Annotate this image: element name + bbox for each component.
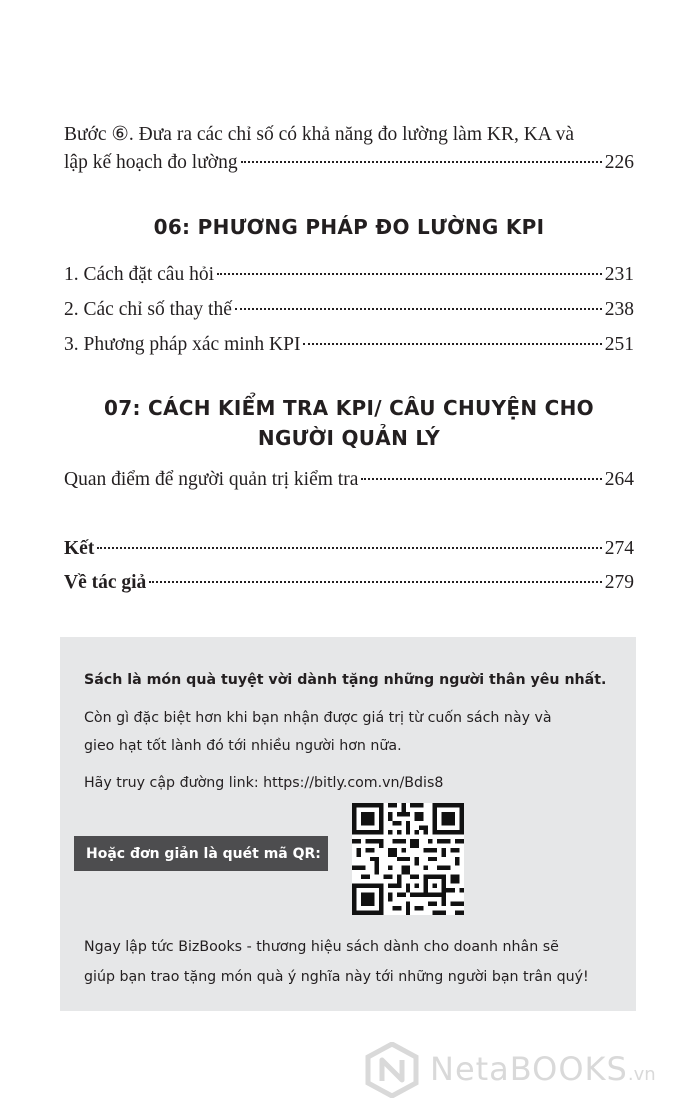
dot-leader [97, 547, 601, 549]
toc-entry-text: lập kế hoạch đo lường [64, 152, 238, 173]
gift-promo-box [60, 637, 636, 1011]
promo-paragraph-line: gieo hạt tốt lành đó tới nhiều người hơn nữa. [84, 738, 402, 754]
chapter-06-title: 06: PHƯƠNG PHÁP ĐO LƯỜNG KPI [153, 215, 545, 239]
toc-entry-text: Kết [64, 538, 95, 559]
promo-paragraph-line: Còn gì đặc biệt hơn khi bạn nhận được giá trị từ cuốn sách này và [84, 710, 552, 726]
dot-leader [303, 343, 601, 345]
toc-page-number: 251 [604, 334, 634, 355]
toc-entry-about-author[interactable] [64, 569, 634, 597]
toc-entry-text: Quan điểm để người quản trị kiểm tra [64, 469, 359, 490]
promo-headline: Sách là món quà tuyệt vời dành tặng những người thân yêu nhất. [84, 672, 607, 688]
toc-page-number: 231 [604, 264, 634, 285]
netabooks-n-logo-icon [364, 1042, 420, 1098]
chapter-07-title-line1: 07: CÁCH KIỂM TRA KPI/ CÂU CHUYỆN CHO [104, 396, 594, 420]
dot-leader [241, 161, 602, 163]
promo-paragraph-line: giúp bạn trao tặng món quà ý nghĩa này tới những người bạn trân quý! [84, 969, 589, 985]
dot-leader [361, 478, 601, 480]
toc-entry[interactable] [64, 261, 634, 289]
chapter-07-list [64, 466, 634, 494]
closing-list [64, 535, 634, 597]
toc-page-number: 238 [604, 299, 634, 320]
dot-leader [217, 273, 602, 275]
toc-entry-text: 1. Cách đặt câu hỏi [64, 264, 214, 285]
promo-paragraph-line: Ngay lập tức BizBooks - thương hiệu sách dành cho doanh nhân sẽ [84, 939, 559, 955]
watermark-tld: .vn [627, 1064, 656, 1085]
watermark-brand-text [430, 1050, 656, 1088]
qr-code[interactable] [352, 803, 464, 915]
watermark-brand: NetaBOOKS [430, 1050, 628, 1088]
toc-entry-conclusion[interactable] [64, 535, 634, 563]
netabooks-watermark [364, 1040, 694, 1100]
qr-label: Hoặc đơn giản là quét mã QR: [74, 836, 328, 871]
promo-link-text[interactable]: Hãy truy cập đường link: https://bitly.com.vn/Bdis8 [84, 775, 444, 791]
chapter-06-list [64, 261, 634, 359]
chapter-07-title-line2: NGƯỜI QUẢN LÝ [257, 426, 441, 450]
toc-entry-step6[interactable] [64, 149, 634, 177]
dot-leader [149, 581, 601, 583]
toc-page-number: 279 [604, 572, 634, 593]
toc-entry[interactable] [64, 296, 634, 324]
toc-entry[interactable] [64, 331, 634, 359]
toc-page-number: 264 [604, 469, 634, 490]
toc-entry-text: Về tác giả [64, 572, 147, 593]
toc-page-number: 274 [604, 538, 634, 559]
toc-step6-line1: Bước ⑥. Đưa ra các chỉ số có khả năng đo lường làm KR, KA và [64, 124, 575, 145]
toc-entry[interactable] [64, 466, 634, 494]
toc-entry-text: 2. Các chỉ số thay thế [64, 299, 232, 320]
toc-page-number: 226 [604, 152, 634, 173]
toc-entry-text: 3. Phương pháp xác minh KPI [64, 334, 301, 355]
dot-leader [235, 308, 602, 310]
